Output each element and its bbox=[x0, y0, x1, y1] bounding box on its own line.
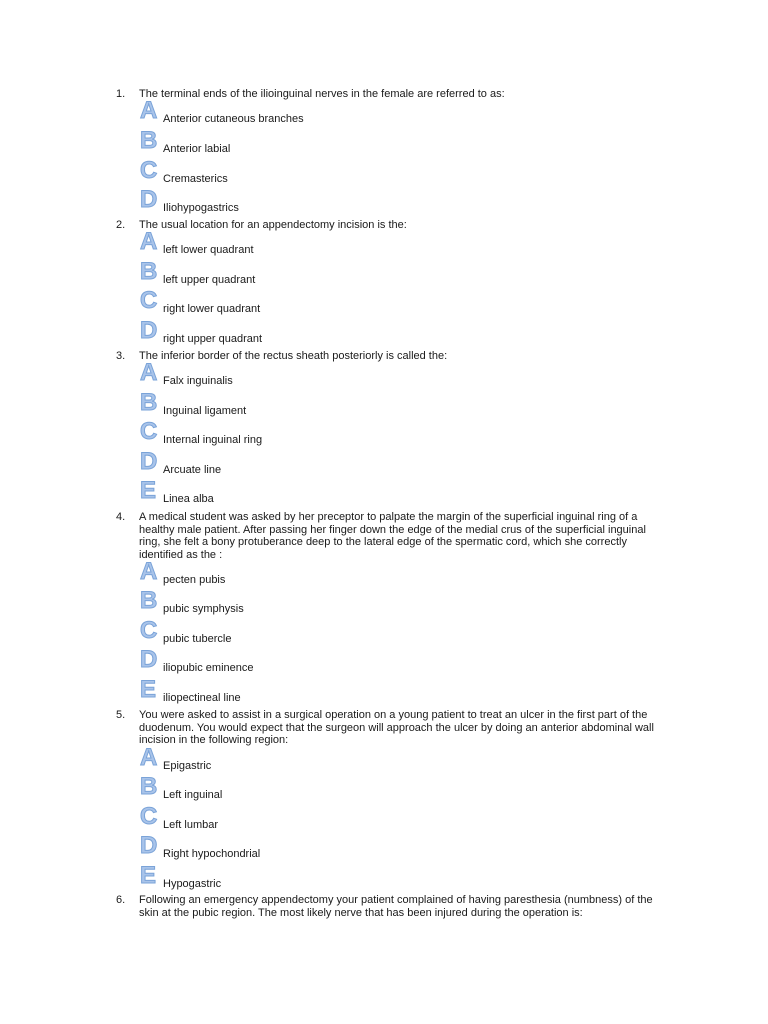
option-text: Falx inguinalis bbox=[163, 375, 233, 387]
option-letter-icon[interactable]: A bbox=[140, 359, 158, 386]
option-text: Anterior cutaneous branches bbox=[163, 113, 304, 125]
option-letter-icon[interactable]: B bbox=[140, 258, 158, 285]
question-number: 5. bbox=[116, 709, 126, 721]
question-number: 6. bbox=[116, 894, 126, 906]
answer-option-b[interactable] bbox=[140, 587, 560, 616]
option-text: Internal inguinal ring bbox=[163, 434, 263, 446]
option-letter-icon[interactable]: B bbox=[140, 587, 158, 614]
option-letter-icon[interactable]: C bbox=[140, 617, 158, 644]
answer-option-d[interactable] bbox=[140, 317, 560, 346]
option-letter-icon[interactable]: B bbox=[140, 773, 158, 800]
option-letter-icon[interactable]: A bbox=[140, 558, 158, 585]
answer-option-e[interactable] bbox=[140, 676, 560, 705]
option-text: Hypogastric bbox=[163, 878, 222, 890]
option-letter-icon[interactable]: C bbox=[140, 803, 158, 830]
answer-option-a[interactable] bbox=[140, 97, 560, 126]
option-text: Inguinal ligament bbox=[163, 405, 247, 417]
option-text: pubic symphysis bbox=[163, 603, 244, 615]
option-text: Left inguinal bbox=[163, 789, 223, 801]
question-number: 4. bbox=[116, 511, 126, 523]
option-letter-icon[interactable]: D bbox=[140, 317, 158, 344]
question-number: 1. bbox=[116, 88, 126, 100]
option-letter-icon[interactable]: D bbox=[140, 646, 158, 673]
option-text: right upper quadrant bbox=[163, 333, 263, 345]
answer-option-d[interactable] bbox=[140, 186, 560, 215]
option-text: right lower quadrant bbox=[163, 303, 261, 315]
option-letter-icon[interactable]: A bbox=[140, 97, 158, 124]
option-text: Left lumbar bbox=[163, 819, 219, 831]
answer-option-a[interactable] bbox=[140, 744, 560, 773]
question-text: The usual location for an appendectomy incision is the: bbox=[139, 219, 407, 231]
option-text: Epigastric bbox=[163, 760, 212, 772]
question-text: Following an emergency appendectomy your patient complained of having paresthesia (numbness) of the skin at the pubic region. The most likely nerve that has been injured during the operation is: bbox=[139, 894, 653, 919]
answer-option-b[interactable] bbox=[140, 127, 560, 156]
answer-option-b[interactable] bbox=[140, 258, 560, 287]
option-letter-icon[interactable]: D bbox=[140, 186, 158, 213]
answer-option-d[interactable] bbox=[140, 646, 560, 675]
question-text: The inferior border of the rectus sheath posteriorly is called the: bbox=[139, 350, 448, 362]
answer-option-e[interactable] bbox=[140, 477, 560, 506]
option-letter-icon[interactable]: B bbox=[140, 389, 158, 416]
option-letter-icon[interactable]: E bbox=[140, 477, 157, 504]
option-letter-icon[interactable]: D bbox=[140, 448, 158, 475]
option-letter-icon[interactable]: C bbox=[140, 418, 158, 445]
option-letter-icon[interactable]: B bbox=[140, 127, 158, 154]
option-letter-icon[interactable]: E bbox=[140, 862, 157, 889]
answer-option-a[interactable] bbox=[140, 359, 560, 388]
question-number: 3. bbox=[116, 350, 126, 362]
option-text: left lower quadrant bbox=[163, 244, 254, 256]
answer-option-a[interactable] bbox=[140, 228, 560, 257]
answer-option-a[interactable] bbox=[140, 558, 560, 587]
answer-option-d[interactable] bbox=[140, 448, 560, 477]
answer-option-c[interactable] bbox=[140, 617, 560, 646]
option-letter-icon[interactable]: C bbox=[140, 287, 158, 314]
option-text: Anterior labial bbox=[163, 143, 231, 155]
option-text: Arcuate line bbox=[163, 464, 222, 476]
option-text: Iliohypogastrics bbox=[163, 202, 239, 214]
answer-option-b[interactable] bbox=[140, 389, 560, 418]
answer-option-c[interactable] bbox=[140, 287, 560, 316]
option-text: pubic tubercle bbox=[163, 633, 232, 645]
option-letter-icon[interactable]: E bbox=[140, 676, 157, 703]
option-text: pecten pubis bbox=[163, 574, 226, 586]
option-text: left upper quadrant bbox=[163, 274, 256, 286]
question-text: A medical student was asked by her preceptor to palpate the margin of the superficial inguinal ring of a healthy male patient. After passing her finger down the edge of the medial crus of the superficial inguinal ring, she felt a bony protuberance deep to the lateral edge of the spermatic cord, which she correctly identified as the : bbox=[139, 511, 646, 561]
option-text: Linea alba bbox=[163, 493, 214, 505]
option-text: iliopectineal line bbox=[163, 692, 241, 704]
option-text: Right hypochondrial bbox=[163, 848, 261, 860]
answer-option-c[interactable] bbox=[140, 157, 560, 186]
question-number: 2. bbox=[116, 219, 126, 231]
answer-option-c[interactable] bbox=[140, 803, 560, 832]
option-letter-icon[interactable]: C bbox=[140, 157, 158, 184]
question-text: The terminal ends of the ilioinguinal nerves in the female are referred to as: bbox=[139, 88, 505, 100]
option-text: Cremasterics bbox=[163, 173, 228, 185]
option-letter-icon[interactable]: A bbox=[140, 744, 158, 771]
answer-option-e[interactable] bbox=[140, 862, 560, 891]
option-letter-icon[interactable]: D bbox=[140, 832, 158, 859]
answer-option-b[interactable] bbox=[140, 773, 560, 802]
option-letter-icon[interactable]: A bbox=[140, 228, 158, 255]
answer-option-d[interactable] bbox=[140, 832, 560, 861]
option-text: iliopubic eminence bbox=[163, 662, 254, 674]
question-text: You were asked to assist in a surgical operation on a young patient to treat an ulcer in the first part of the duodenum. You would expect that the surgeon will approach the ulcer by doing an anterior abdominal wall incision in the following region: bbox=[139, 709, 654, 746]
answer-option-c[interactable] bbox=[140, 418, 560, 447]
